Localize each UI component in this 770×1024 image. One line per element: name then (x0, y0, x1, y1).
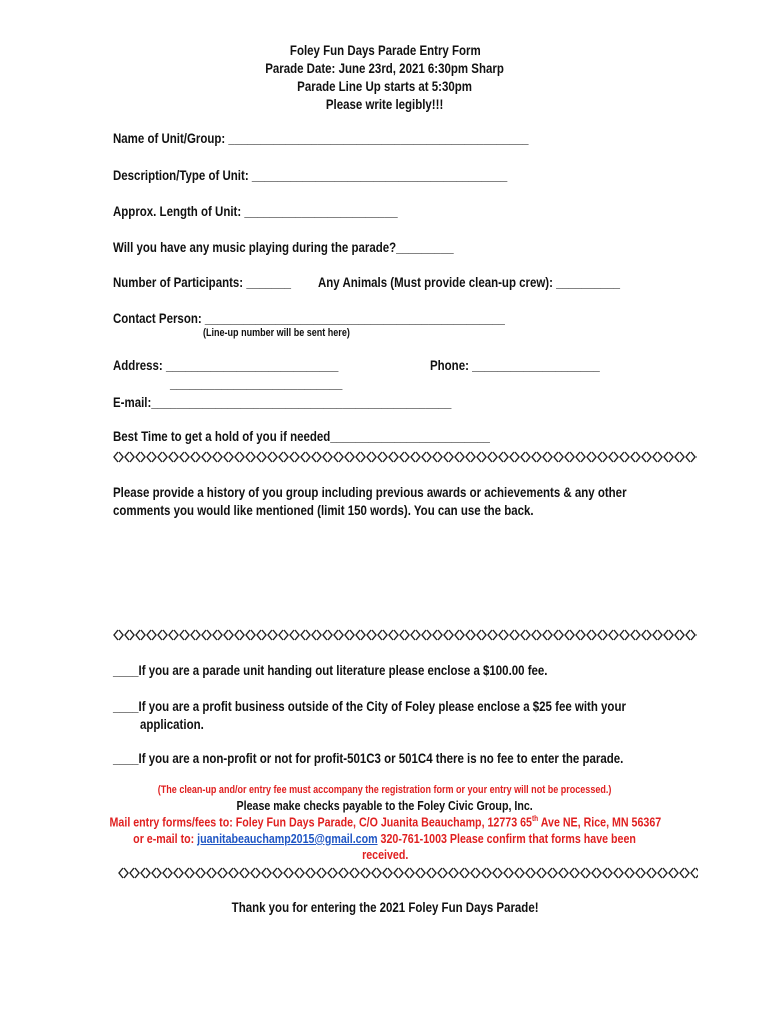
received-note: received. (361, 847, 409, 862)
unit-type-field[interactable]: Description/Type of Unit: ________________________________________ (113, 167, 508, 183)
chevron-pattern (113, 629, 697, 641)
legibility-note: Please write legibly!!! (326, 96, 444, 112)
email-contact: or e-mail to: juanitabeauchamp2015@gmail.com 320-761-1003 Please confirm that forms have been (133, 831, 637, 846)
contact-person-field[interactable]: Contact Person: _______________________________________________ (113, 310, 505, 326)
email-link[interactable]: juanitabeauchamp2015@gmail.com (197, 831, 379, 846)
parade-date: Parade Date: June 23rd, 2021 6:30pm Sharp (265, 60, 505, 76)
chevron-pattern (118, 867, 698, 879)
decorative-divider (118, 867, 698, 879)
chevron-pattern (113, 451, 697, 463)
address-field[interactable]: Address: ___________________________ (113, 357, 339, 373)
best-time-field[interactable]: Best Time to get a hold of you if needed_________________________ (113, 428, 490, 444)
participants-field[interactable]: Number of Participants: _______ (113, 274, 292, 290)
profit-fee-continuation: application. (140, 716, 204, 732)
history-line-1: Please provide a history of you group including previous awards or achievements & any other (113, 484, 627, 500)
unit-length-field[interactable]: Approx. Length of Unit: ________________________ (113, 203, 398, 219)
phone-field[interactable]: Phone: ____________________ (430, 357, 600, 373)
line-up-time: Parade Line Up starts at 5:30pm (297, 78, 473, 94)
address-line2-field[interactable]: ___________________________ (170, 375, 343, 391)
history-line-2: comments you would like mentioned (limit 150 words). You can use the back. (113, 502, 534, 518)
unit-name-field[interactable]: Name of Unit/Group: _______________________________________________ (113, 130, 529, 146)
form-title: Foley Fun Days Parade Entry Form (289, 42, 481, 58)
animals-field[interactable]: Any Animals (Must provide clean-up crew): __________ (318, 274, 620, 290)
profit-fee-check[interactable]: ____If you are a profit business outside of the City of Foley please enclose a $25 fee with your (113, 698, 626, 714)
contact-note: (Line-up number will be sent here) (203, 327, 350, 339)
decorative-divider (113, 451, 697, 463)
thank-you: Thank you for entering the 2021 Foley Fun Days Parade! (231, 899, 539, 915)
decorative-divider (113, 629, 697, 641)
nonprofit-fee-check[interactable]: ____If you are a non-profit or not for profit-501C3 or 501C4 there is no fee to enter the parade. (113, 750, 624, 766)
email-field[interactable]: E-mail:_______________________________________________ (113, 394, 452, 410)
checks-payable: Please make checks payable to the Foley Civic Group, Inc. (236, 798, 534, 813)
literature-fee-check[interactable]: ____If you are a parade unit handing out literature please enclose a $100.00 fee. (113, 662, 548, 678)
fee-note: (The clean-up and/or entry fee must accompany the registration form or your entry will not be processed.) (158, 784, 612, 796)
music-field[interactable]: Will you have any music playing during the parade?_________ (113, 239, 454, 255)
history-instructions (113, 483, 687, 519)
mail-address: Mail entry forms/fees to: Foley Fun Days Parade, C/O Juanita Beauchamp, 12773 65th Ave NE, Rice, MN 56367 (109, 814, 661, 830)
